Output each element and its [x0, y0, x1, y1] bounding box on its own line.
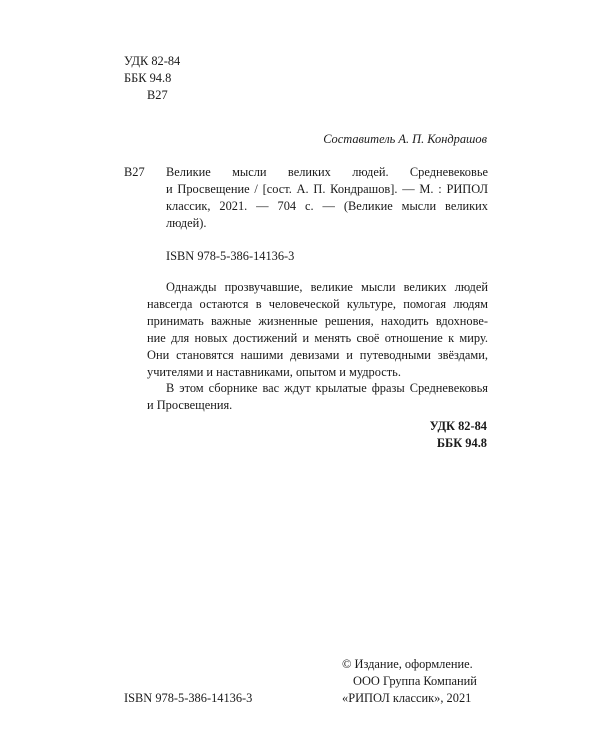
- bibliography-line: и Просвещение / [сост. А. П. Кондрашов]. — М. : РИПОЛ: [166, 182, 488, 196]
- annotation-paragraph: [147, 380, 488, 414]
- bibliography-line: Великие мысли великих людей. Средневековье: [166, 165, 488, 179]
- annotation-line: ние для новых достижений и менять своё отношение к миру.: [147, 331, 488, 345]
- bibliography-line: классик, 2021. — 704 с. — (Великие мысли великих: [166, 199, 488, 213]
- copyright-line: «РИПОЛ классик», 2021: [342, 691, 472, 705]
- bibliography-code: В27: [124, 165, 145, 179]
- annotation-line: учителями и наставниками, опытом и мудрость.: [147, 365, 401, 379]
- bibliography-line: людей).: [166, 216, 207, 230]
- copyright-line: ООО Группа Компаний: [353, 674, 477, 688]
- author-sign-code: В27: [147, 88, 168, 102]
- udk-code-bold: УДК 82-84: [429, 419, 487, 433]
- compiler-line: Составитель А. П. Кондрашов: [323, 132, 487, 146]
- isbn-number: ISBN 978-5-386-14136-3: [166, 249, 295, 263]
- annotation-paragraph: [147, 279, 488, 381]
- annotation-line: принимать важные жизненные решения, находить вдохнове-: [147, 314, 488, 328]
- bbk-code-bold: ББК 94.8: [436, 436, 487, 450]
- annotation-line: Они становятся нашими девизами и путеводными звёздами,: [147, 348, 488, 362]
- annotation-line: В этом сборнике вас ждут крылатые фразы Средневековья: [166, 381, 488, 395]
- annotation-line: навсегда остаются в человеческой культуре, помогая людям: [147, 297, 488, 311]
- copyright-line: © Издание, оформление.: [342, 657, 473, 671]
- bibliography-entry: [166, 164, 488, 232]
- isbn-number-footer: ISBN 978-5-386-14136-3: [124, 691, 253, 705]
- udk-code-top: УДК 82-84: [124, 54, 181, 68]
- annotation-line: Однажды прозвучавшие, великие мысли великих людей: [166, 280, 488, 294]
- annotation-line: и Просвещения.: [147, 398, 233, 412]
- bbk-code-top: ББК 94.8: [124, 71, 172, 85]
